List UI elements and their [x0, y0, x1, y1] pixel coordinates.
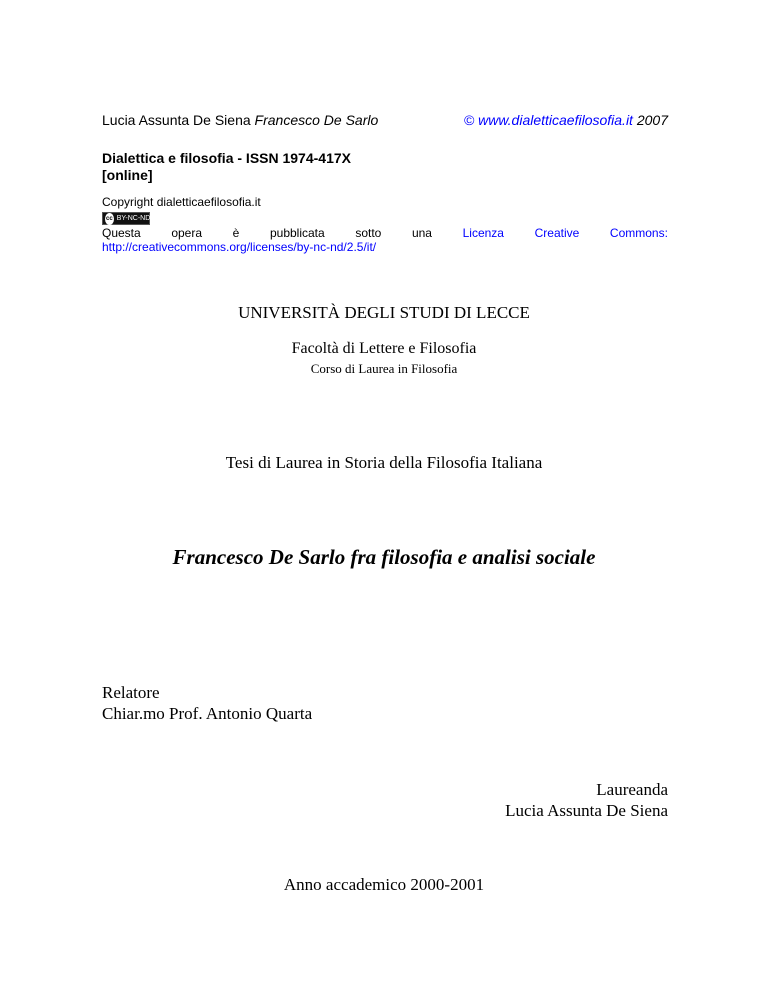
course-name: Corso di Laurea in Filosofia — [310, 361, 458, 376]
license-link-word[interactable]: Licenza — [462, 226, 504, 240]
journal-issn: Dialettica e filosofia - ISSN 1974-417X — [102, 150, 351, 166]
copyright-line: Copyright dialetticaefilosofia.it — [102, 195, 261, 209]
university-name: UNIVERSITÀ DEGLI STUDI DI LECCE — [238, 303, 530, 322]
academic-year: Anno accademico 2000-2001 — [283, 875, 485, 894]
license-link-word[interactable]: Commons: — [609, 226, 668, 240]
relatore-name: Chiar.mo Prof. Antonio Quarta — [102, 704, 313, 723]
relatore-block — [102, 682, 312, 724]
license-word: sotto — [355, 226, 382, 240]
license-word: una — [411, 226, 432, 240]
header-year: 2007 — [636, 112, 668, 128]
thesis-type: Tesi di Laurea in Storia della Filosofia Italiana — [225, 453, 543, 472]
faculty-name: Facoltà di Lettere e Filosofia — [291, 340, 477, 357]
cc-logo: cc — [105, 213, 114, 225]
laureanda-name: Lucia Assunta De Siena — [505, 801, 668, 820]
document-header — [102, 112, 668, 128]
cc-license-badge-icon[interactable] — [102, 212, 150, 225]
relatore-label: Relatore — [102, 683, 160, 702]
journal-online: [online] — [102, 167, 153, 183]
laureanda-label: Laureanda — [596, 780, 668, 799]
license-word: è — [232, 226, 240, 240]
license-statement — [102, 226, 668, 240]
license-word: Questa — [102, 226, 141, 240]
header-copyright — [464, 112, 668, 128]
header-subject: Francesco De Sarlo — [254, 112, 379, 128]
license-link-word[interactable]: Creative — [534, 226, 580, 240]
header-site-link[interactable]: © www.dialetticaefilosofia.it — [463, 112, 633, 128]
license-word: pubblicata — [269, 226, 325, 240]
journal-info — [102, 150, 351, 184]
license-url-link[interactable]: http://creativecommons.org/licenses/by-nc-nd/2.5/it/ — [102, 240, 377, 254]
header-author: Lucia Assunta De Siena — [102, 112, 251, 128]
thesis-title: Francesco De Sarlo fra filosofia e analisi sociale — [172, 545, 596, 569]
laureanda-block — [505, 779, 668, 821]
license-word: opera — [171, 226, 203, 240]
cc-terms: BY-NC-ND — [116, 215, 151, 222]
